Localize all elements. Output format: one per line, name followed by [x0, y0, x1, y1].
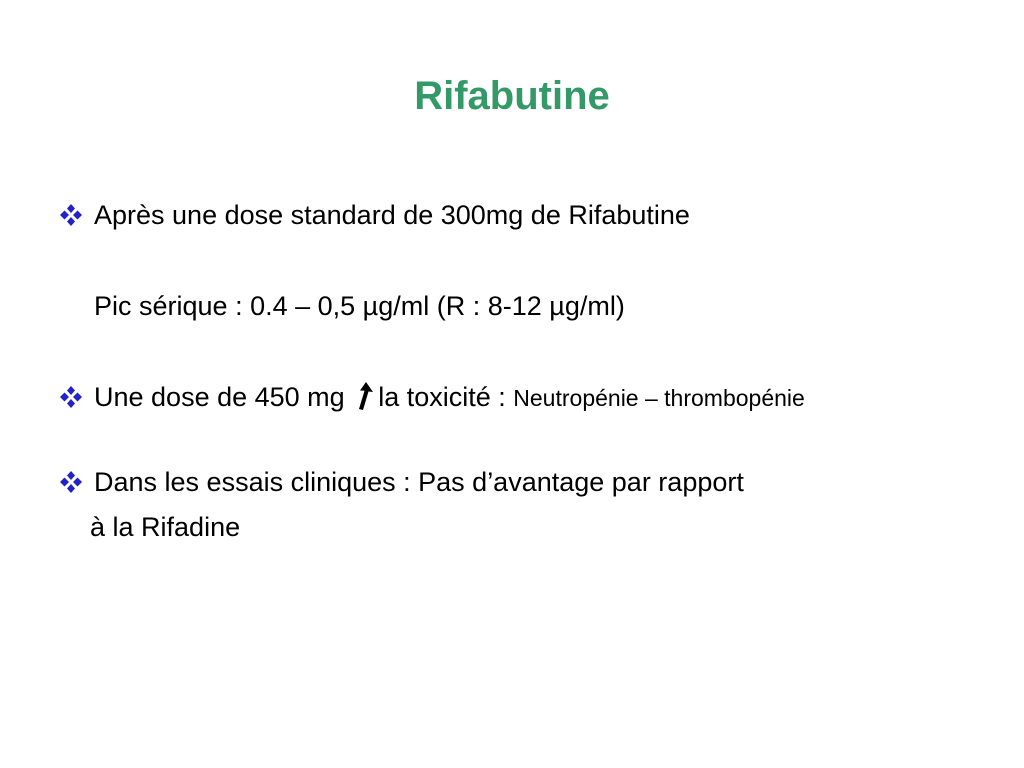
four-diamond-bullet-icon: [58, 384, 84, 410]
bullet-2-line: [94, 380, 805, 415]
bullet-1-subtext: Pic sérique : 0.4 – 0,5 µg/ml (R : 8-12 µg/ml): [94, 291, 625, 321]
bullet-2-text-after: la toxicité :: [378, 382, 506, 412]
bullet-1-text: Après une dose standard de 300mg de Rifabutine: [94, 200, 690, 230]
up-arrow-icon: [354, 381, 374, 411]
four-diamond-bullet-icon: [58, 202, 84, 228]
bullet-2-text-before: Une dose de 450 mg: [94, 382, 345, 412]
slide-title: Rifabutine: [414, 74, 610, 118]
bullet-3-continuation: à la Rifadine: [90, 512, 241, 542]
bullet-3-text: Dans les essais cliniques : Pas d’avantage par rapport: [94, 467, 744, 497]
bullet-2-text-small: Neutropénie – thrombopénie: [513, 385, 805, 411]
four-diamond-bullet-icon: [58, 469, 84, 495]
